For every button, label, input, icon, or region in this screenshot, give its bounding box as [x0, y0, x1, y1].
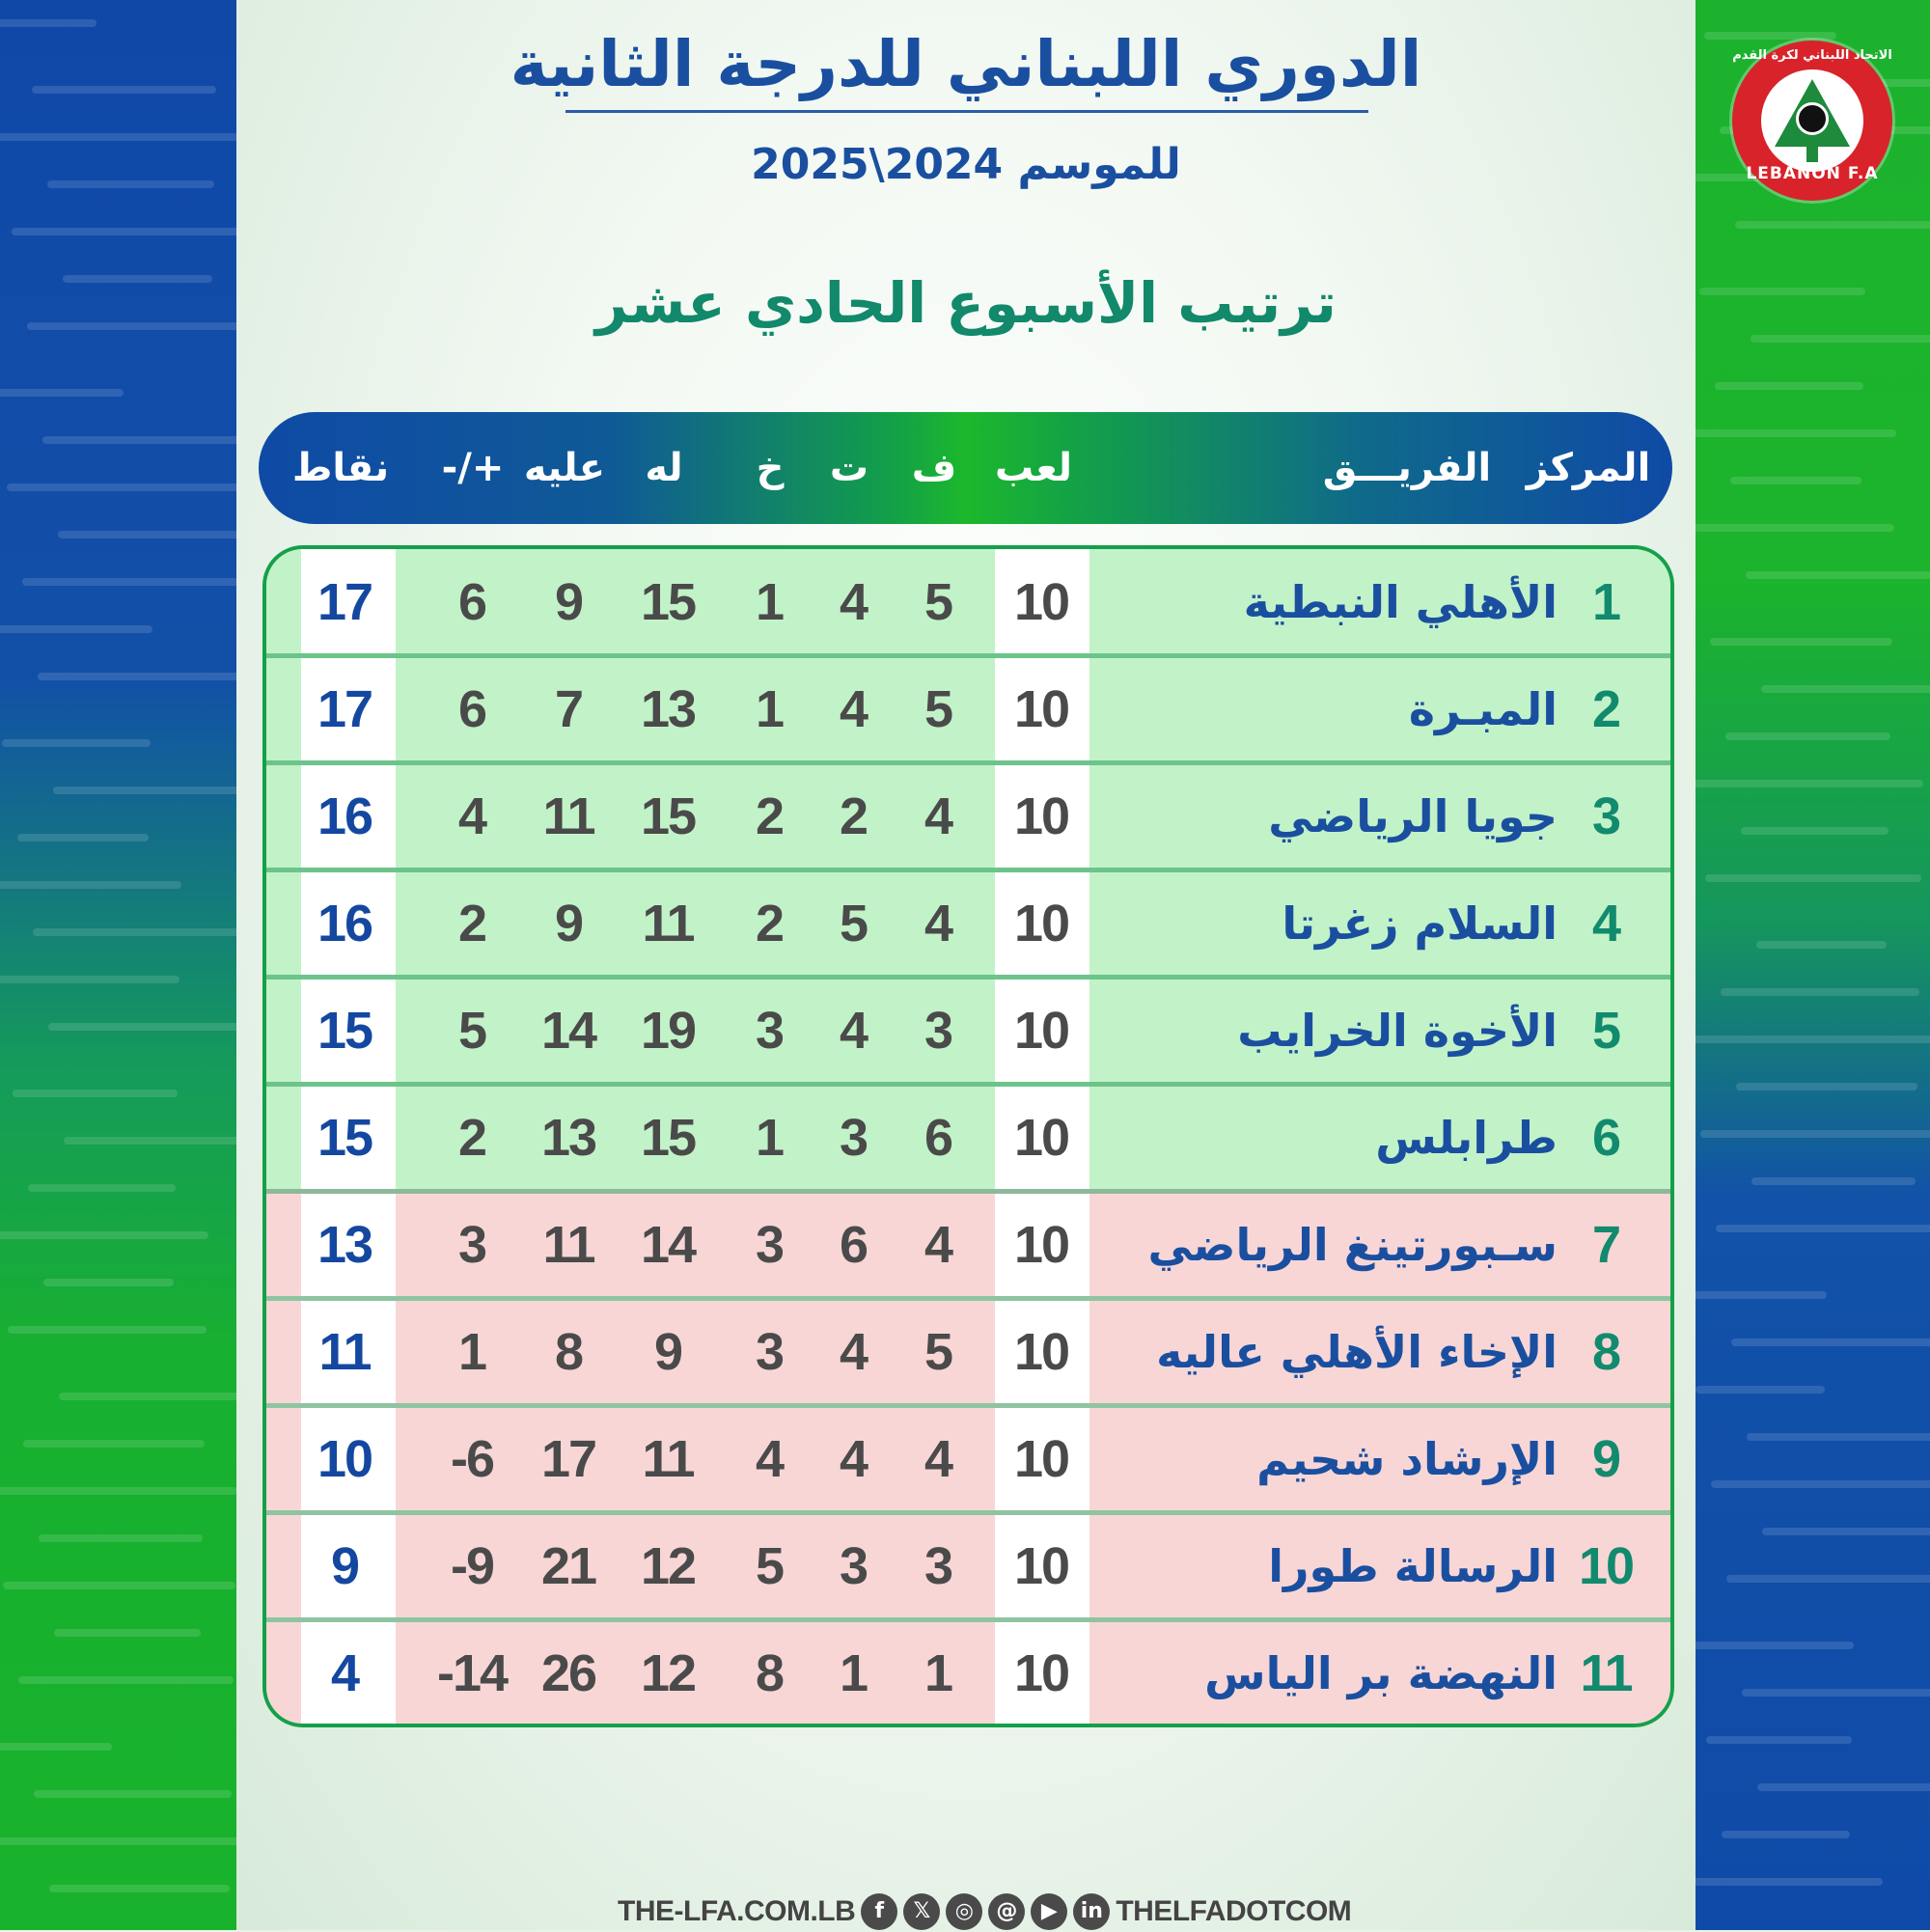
cell-goals-for: 14	[640, 1216, 696, 1274]
cell-drawn: 3	[839, 1109, 868, 1167]
team-name: جويا الرياضي	[1268, 790, 1558, 842]
header-won: ف	[911, 446, 957, 490]
brush-stroke-decoration	[54, 1629, 201, 1637]
title-underline	[565, 110, 1368, 113]
cell-goals-for: 12	[640, 1644, 696, 1702]
cell-drawn: 5	[839, 895, 868, 952]
cell-played: 10	[1013, 680, 1069, 738]
table-header-bar	[259, 412, 1672, 524]
brush-stroke-decoration	[1726, 1575, 1930, 1583]
brush-stroke-decoration	[1696, 1878, 1883, 1886]
cell-played: 10	[1013, 895, 1069, 952]
cell-lost: 2	[755, 895, 784, 952]
brush-stroke-decoration	[0, 881, 181, 889]
cell-goal-diff: 6	[457, 573, 486, 631]
table-row	[266, 763, 1674, 870]
cell-points: 16	[317, 787, 372, 845]
cell-lost: 8	[755, 1644, 784, 1702]
row-divider	[266, 1189, 1674, 1194]
team-name: طرابلس	[1375, 1112, 1558, 1164]
brush-stroke-decoration	[1725, 732, 1890, 740]
brush-stroke-decoration	[1716, 1225, 1930, 1232]
brush-stroke-decoration	[17, 834, 149, 842]
cell-goals-for: 13	[640, 680, 696, 738]
table-row	[266, 870, 1674, 978]
table-row	[266, 1192, 1674, 1299]
table-row	[266, 1085, 1674, 1192]
cell-won: 5	[924, 573, 952, 631]
cell-goals-against: 26	[540, 1644, 596, 1702]
cell-lost: 3	[755, 1216, 784, 1274]
cell-played: 10	[1013, 787, 1069, 845]
cell-points: 17	[317, 680, 372, 738]
lebanon-fa-logo	[1732, 41, 1892, 201]
brush-stroke-decoration	[34, 1790, 232, 1798]
cell-played: 10	[1013, 1216, 1069, 1274]
brush-stroke-decoration	[23, 1440, 205, 1448]
cell-points: 13	[317, 1216, 372, 1274]
brush-stroke-decoration	[63, 275, 212, 283]
logo-emblem	[1761, 69, 1863, 172]
cell-position: 2	[1591, 680, 1620, 738]
header-played: لعب	[995, 446, 1072, 490]
cell-drawn: 4	[839, 1002, 868, 1060]
cell-goal-diff: 5	[457, 1002, 486, 1060]
cell-points: 17	[317, 573, 372, 631]
cell-played: 10	[1013, 1537, 1069, 1595]
cell-lost: 1	[755, 680, 784, 738]
cell-lost: 1	[755, 1109, 784, 1167]
cell-lost: 5	[755, 1537, 784, 1595]
cell-won: 6	[924, 1109, 952, 1167]
right-background-band	[1696, 0, 1930, 1930]
cell-goal-diff: 2	[457, 1109, 486, 1167]
brush-stroke-decoration	[42, 436, 236, 444]
brush-stroke-decoration	[27, 322, 236, 330]
brush-stroke-decoration	[1741, 827, 1889, 835]
linkedin-icon[interactable]: in	[1073, 1893, 1110, 1930]
brush-stroke-decoration	[1699, 288, 1865, 295]
cell-goal-diff: -9	[450, 1537, 494, 1595]
brush-stroke-decoration	[1742, 1689, 1930, 1697]
table-row	[266, 1299, 1674, 1406]
cell-played: 10	[1013, 573, 1069, 631]
cell-goal-diff: 3	[457, 1216, 486, 1274]
header-lost: خ	[756, 446, 785, 490]
cell-goals-against: 17	[540, 1430, 596, 1488]
website-link[interactable]: THE-LFA.COM.LB	[618, 1895, 856, 1927]
brush-stroke-decoration	[1761, 685, 1930, 693]
cell-position: 4	[1591, 895, 1620, 952]
brush-stroke-decoration	[8, 1326, 207, 1334]
brush-stroke-decoration	[38, 673, 236, 680]
cell-drawn: 4	[839, 680, 868, 738]
brush-stroke-decoration	[1731, 1339, 1930, 1346]
cell-drawn: 6	[839, 1216, 868, 1274]
brush-stroke-decoration	[1706, 1736, 1852, 1744]
cell-drawn: 4	[839, 573, 868, 631]
header-team: الفريـــق	[1322, 446, 1492, 490]
cell-played: 10	[1013, 1644, 1069, 1702]
brush-stroke-decoration	[1696, 429, 1896, 437]
left-background-band	[0, 0, 236, 1930]
cell-lost: 2	[755, 787, 784, 845]
cell-lost: 4	[755, 1430, 784, 1488]
brush-stroke-decoration	[1704, 32, 1836, 40]
team-name: الإرشاد شحيم	[1256, 1433, 1558, 1485]
brush-stroke-decoration	[1736, 1083, 1917, 1090]
cell-goals-for: 15	[640, 573, 696, 631]
brush-stroke-decoration	[1705, 874, 1921, 882]
cell-points: 16	[317, 895, 372, 952]
cell-played: 10	[1013, 1002, 1069, 1060]
brush-stroke-decoration	[18, 1676, 234, 1684]
cell-points: 15	[317, 1109, 372, 1167]
team-name: المبـرة	[1408, 683, 1558, 735]
brush-stroke-decoration	[1696, 1035, 1930, 1043]
brush-stroke-decoration	[3, 1582, 235, 1589]
league-title: الدوري اللبناني للدرجة الثانية	[510, 27, 1422, 101]
brush-stroke-decoration	[1735, 221, 1930, 229]
brush-stroke-decoration	[53, 787, 236, 794]
team-name: الأهلي النبطية	[1243, 576, 1558, 628]
cell-position: 3	[1591, 787, 1620, 845]
cell-played: 10	[1013, 1109, 1069, 1167]
brush-stroke-decoration	[0, 976, 179, 983]
cell-position: 8	[1591, 1323, 1620, 1381]
cell-goals-against: 8	[554, 1323, 583, 1381]
brush-stroke-decoration	[48, 1023, 236, 1031]
row-divider	[266, 1296, 1674, 1301]
brush-stroke-decoration	[49, 1885, 230, 1892]
team-name: الرسالة طورا	[1268, 1540, 1558, 1592]
cell-drawn: 2	[839, 787, 868, 845]
team-name: الأخوة الخرايب	[1237, 1005, 1558, 1057]
cell-position: 7	[1591, 1216, 1620, 1274]
cell-goals-for: 11	[642, 1430, 694, 1488]
cell-won: 4	[924, 1216, 952, 1274]
cell-won: 4	[924, 895, 952, 952]
cell-position: 10	[1578, 1537, 1634, 1595]
brush-stroke-decoration	[43, 1279, 174, 1286]
cell-goals-for: 15	[640, 1109, 696, 1167]
table-row	[266, 978, 1674, 1085]
brush-stroke-decoration	[1751, 335, 1930, 343]
brush-stroke-decoration	[1696, 1642, 1854, 1649]
brush-stroke-decoration	[1696, 524, 1894, 532]
footer	[618, 1891, 1351, 1932]
brush-stroke-decoration	[1715, 382, 1863, 390]
cell-points: 4	[330, 1644, 359, 1702]
brush-stroke-decoration	[7, 483, 236, 491]
football-icon	[1796, 102, 1829, 135]
brush-stroke-decoration	[0, 1837, 236, 1845]
cell-won: 4	[924, 787, 952, 845]
cell-goals-for: 15	[640, 787, 696, 845]
row-divider	[266, 653, 1674, 658]
week-label: ترتيب الأسبوع الحادي عشر	[595, 270, 1337, 336]
brush-stroke-decoration	[1762, 1528, 1930, 1535]
header-points: نقاط	[291, 446, 390, 490]
header-drawn: ت	[829, 446, 869, 490]
cell-goals-for: 11	[642, 895, 694, 952]
cell-goals-against: 9	[554, 573, 583, 631]
row-divider	[266, 760, 1674, 765]
cell-played: 10	[1013, 1323, 1069, 1381]
table-row	[266, 549, 1674, 656]
header-goals-for: له	[645, 446, 683, 490]
cell-goal-diff: 4	[457, 787, 486, 845]
header-goals-against: عليه	[523, 446, 606, 490]
brush-stroke-decoration	[28, 1184, 176, 1192]
cell-goal-diff: -14	[436, 1644, 508, 1702]
brush-stroke-decoration	[32, 86, 216, 94]
brush-stroke-decoration	[47, 180, 214, 188]
logo-arabic-text: الاتحاد اللبناني لكرة القدم	[1732, 48, 1892, 63]
table-row	[266, 1406, 1674, 1513]
brush-stroke-decoration	[1747, 1433, 1930, 1441]
brush-stroke-decoration	[0, 389, 124, 397]
cell-drawn: 1	[839, 1644, 868, 1702]
cell-points: 9	[330, 1537, 359, 1595]
cell-won: 4	[924, 1430, 952, 1488]
row-divider	[266, 1617, 1674, 1622]
team-name: النهضة بر الياس	[1204, 1647, 1558, 1699]
team-name: السلام زغرتا	[1282, 897, 1558, 950]
cell-goals-against: 14	[540, 1002, 596, 1060]
cell-goal-diff: 2	[457, 895, 486, 952]
cell-goals-for: 9	[653, 1323, 682, 1381]
threads-icon[interactable]: @	[988, 1893, 1025, 1930]
cell-won: 3	[924, 1002, 952, 1060]
season-subtitle: للموسم 2024\2025	[751, 140, 1181, 189]
brush-stroke-decoration	[1700, 1130, 1930, 1138]
cell-goals-for: 19	[640, 1002, 696, 1060]
cell-goal-diff: -6	[450, 1430, 494, 1488]
logo-english-text: LEBANON F.A	[1746, 164, 1879, 183]
cell-lost: 3	[755, 1323, 784, 1381]
cell-goal-diff: 1	[457, 1323, 486, 1381]
row-divider	[266, 1403, 1674, 1408]
youtube-icon[interactable]: ▶	[1031, 1893, 1067, 1930]
brush-stroke-decoration	[1751, 1177, 1916, 1185]
facebook-icon[interactable]: f	[861, 1893, 897, 1930]
cell-lost: 3	[755, 1002, 784, 1060]
cell-lost: 1	[755, 573, 784, 631]
brush-stroke-decoration	[0, 625, 152, 633]
cell-position: 6	[1591, 1109, 1620, 1167]
table-row	[266, 1620, 1674, 1727]
brush-stroke-decoration	[2, 739, 151, 747]
cell-won: 3	[924, 1537, 952, 1595]
social-handle[interactable]: THELFADOTCOM	[1116, 1895, 1352, 1927]
brush-stroke-decoration	[0, 133, 236, 141]
cell-goals-against: 11	[542, 787, 594, 845]
brush-stroke-decoration	[59, 1393, 236, 1400]
header-position: المركز	[1526, 446, 1651, 490]
standings-table	[262, 545, 1674, 1727]
brush-stroke-decoration	[1722, 1831, 1850, 1838]
x-icon[interactable]: 𝕏	[903, 1893, 940, 1930]
brush-stroke-decoration	[64, 1137, 236, 1145]
brush-stroke-decoration	[1746, 571, 1930, 579]
cell-goals-against: 9	[554, 895, 583, 952]
brush-stroke-decoration	[1756, 941, 1887, 949]
cell-position: 11	[1580, 1644, 1632, 1702]
row-divider	[266, 975, 1674, 980]
cell-goals-against: 11	[542, 1216, 594, 1274]
cell-goals-against: 21	[540, 1537, 596, 1595]
brush-stroke-decoration	[1730, 477, 1861, 484]
cell-goal-diff: 6	[457, 680, 486, 738]
brush-stroke-decoration	[0, 19, 96, 27]
table-row	[266, 656, 1674, 763]
brush-stroke-decoration	[1696, 1291, 1827, 1299]
brush-stroke-decoration	[1696, 780, 1923, 787]
cell-drawn: 4	[839, 1323, 868, 1381]
team-name: الإخاء الأهلي عاليه	[1156, 1326, 1558, 1378]
brush-stroke-decoration	[1757, 1783, 1930, 1791]
brush-stroke-decoration	[33, 928, 236, 936]
cell-points: 15	[317, 1002, 372, 1060]
cell-position: 1	[1591, 573, 1620, 631]
brush-stroke-decoration	[0, 1487, 236, 1495]
brush-stroke-decoration	[0, 1231, 208, 1239]
cell-points: 10	[317, 1430, 372, 1488]
brush-stroke-decoration	[12, 228, 236, 235]
brush-stroke-decoration	[1710, 638, 1892, 646]
cell-position: 9	[1591, 1430, 1620, 1488]
cell-played: 10	[1013, 1430, 1069, 1488]
instagram-icon[interactable]: ◎	[946, 1893, 982, 1930]
cell-position: 5	[1591, 1002, 1620, 1060]
table-row	[266, 1513, 1674, 1620]
team-name: سـبورتينغ الرياضي	[1147, 1219, 1558, 1271]
brush-stroke-decoration	[0, 1743, 112, 1751]
row-divider	[266, 1510, 1674, 1515]
cell-won: 5	[924, 1323, 952, 1381]
cell-won: 5	[924, 680, 952, 738]
row-divider	[266, 868, 1674, 872]
cell-goals-against: 13	[540, 1109, 596, 1167]
cell-drawn: 4	[839, 1430, 868, 1488]
brush-stroke-decoration	[58, 531, 236, 538]
brush-stroke-decoration	[22, 578, 236, 586]
cell-drawn: 3	[839, 1537, 868, 1595]
brush-stroke-decoration	[1711, 1480, 1930, 1488]
brush-stroke-decoration	[1696, 1386, 1825, 1394]
cedar-trunk-icon	[1806, 145, 1818, 162]
row-divider	[266, 1082, 1674, 1087]
cell-won: 1	[924, 1644, 952, 1702]
header-goal-diff: +/-	[441, 446, 505, 490]
brush-stroke-decoration	[1721, 988, 1919, 996]
brush-stroke-decoration	[39, 1534, 203, 1542]
cell-goals-for: 12	[640, 1537, 696, 1595]
cell-goals-against: 7	[554, 680, 583, 738]
cell-points: 11	[318, 1323, 371, 1381]
brush-stroke-decoration	[13, 1090, 178, 1097]
